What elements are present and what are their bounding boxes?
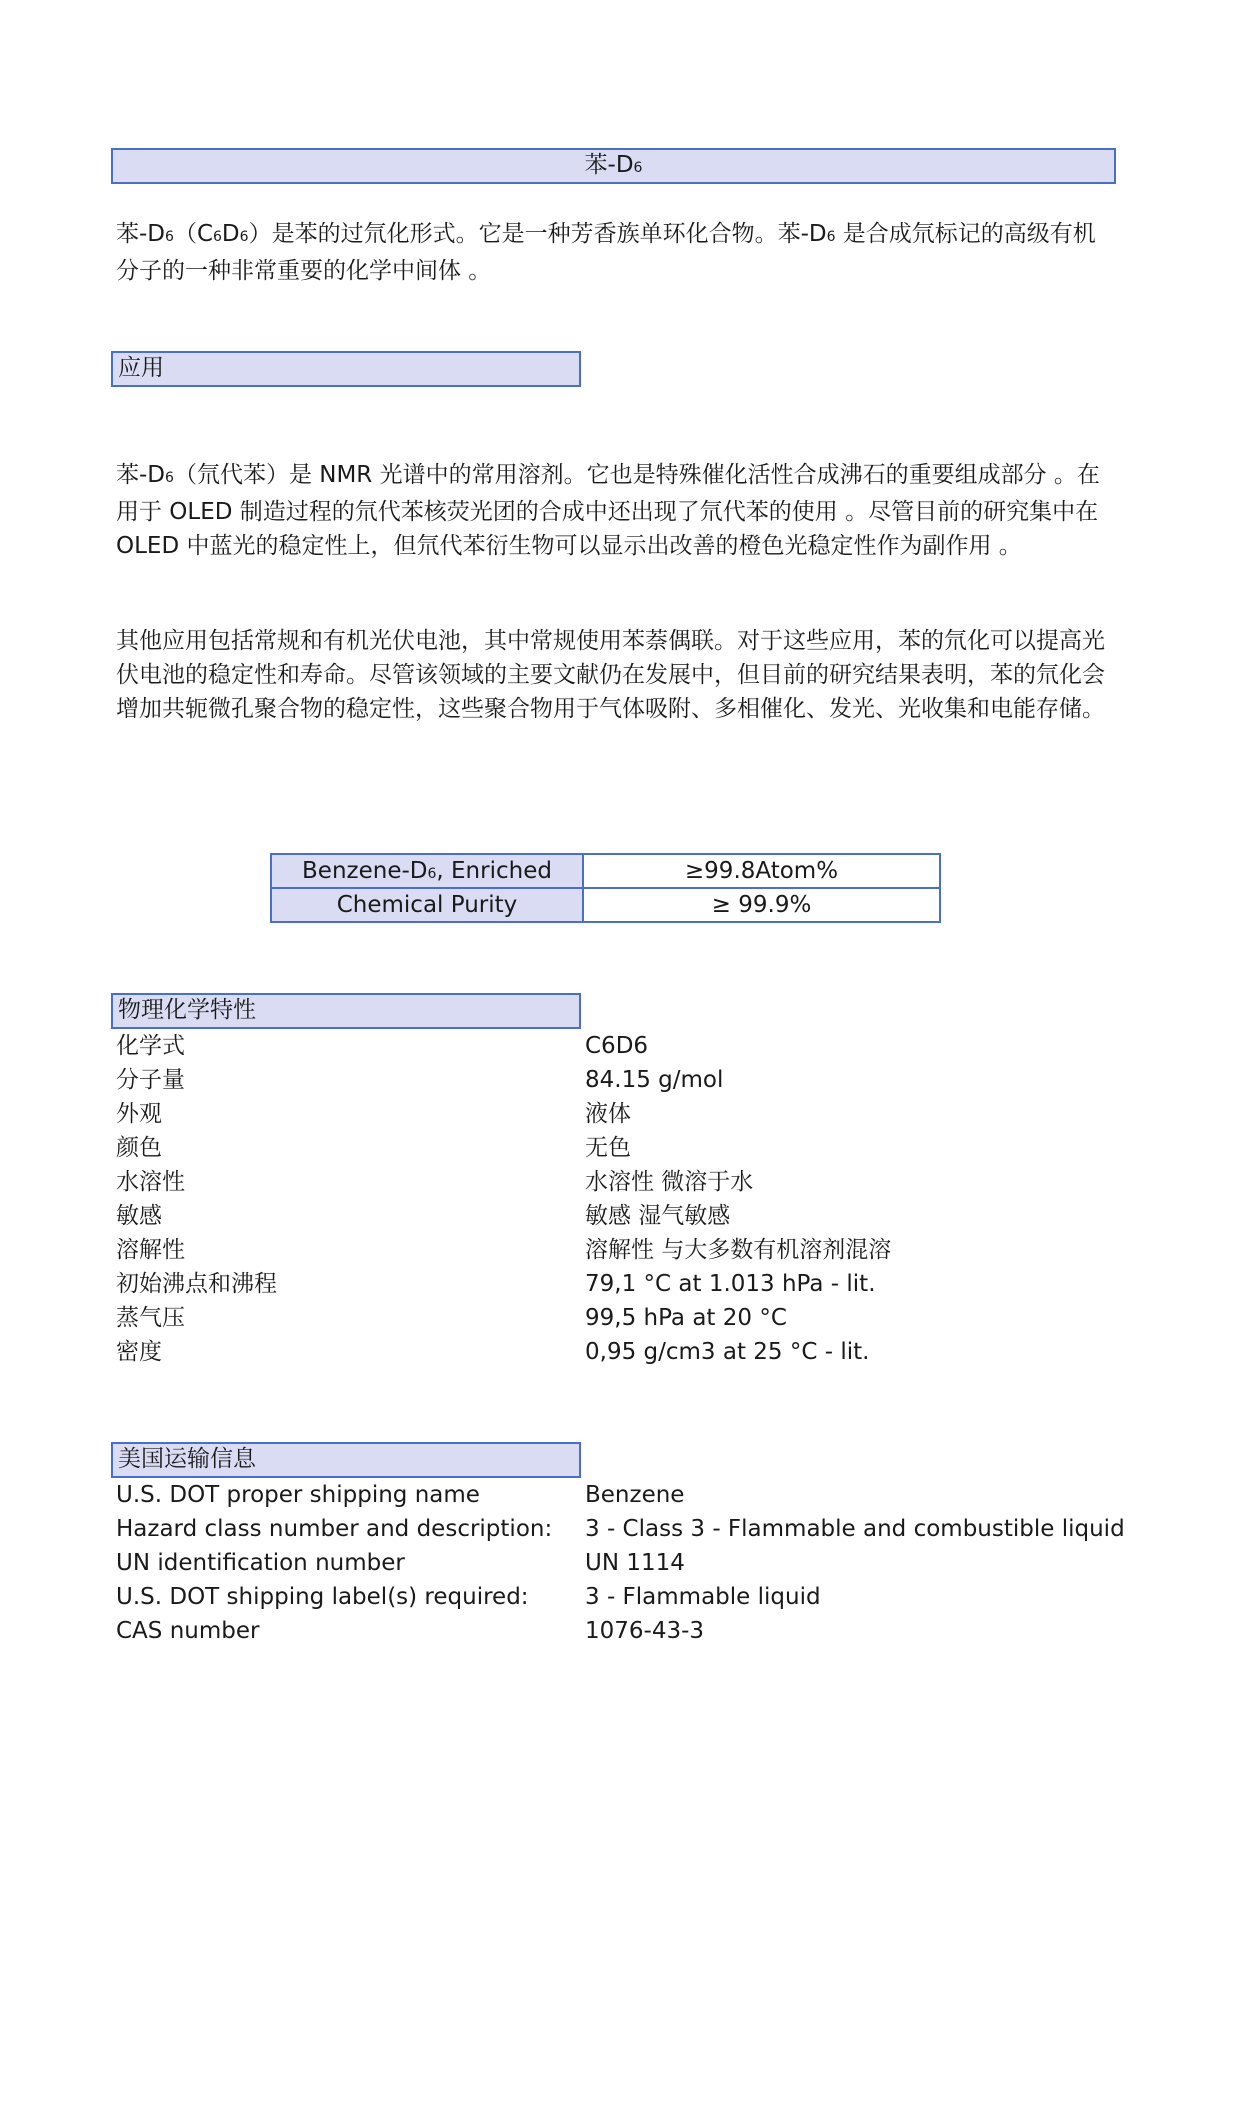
applications-header-text: 应用: [118, 355, 164, 381]
shipping-label: Hazard class number and description:: [116, 1516, 553, 1542]
purity-label-enriched-b: , Enriched: [436, 858, 552, 884]
shipping-header-text: 美国运输信息: [118, 1446, 256, 1472]
list-item: [116, 1063, 1126, 1097]
property-value: 水溶性 微溶于水: [585, 1169, 754, 1195]
property-value: 液体: [585, 1101, 631, 1127]
list-item: [116, 1131, 1126, 1165]
applications-text-1a: 苯-D: [116, 462, 166, 488]
intro-sub-4: 6: [826, 229, 836, 245]
property-label: 密度: [116, 1339, 162, 1365]
shipping-label: U.S. DOT shipping label(s) required:: [116, 1584, 529, 1610]
list-item: [116, 1199, 1126, 1233]
intro-text-4: ）是苯的过氘化形式。它是一种芳香族单环化合物。苯-D: [248, 221, 827, 247]
list-item: [116, 1165, 1126, 1199]
applications-text-1b: （氘代苯）是 NMR 光谱中的常用溶剂。它也是特殊催化活性合成沸石的重要组成部分 。在用于 OLED 制造过程的氘代苯核荧光团的合成中还出现了氘代苯的使用 。尽管目前的研究集中在 OLED 中蓝光的稳定性上，但氘代苯衍生物可以显示出改善的橙色光稳定性作为副作用 。: [116, 462, 1100, 559]
list-item: [116, 1097, 1126, 1131]
purity-table: [270, 853, 941, 923]
intro-sub-3: 6: [239, 229, 249, 245]
list-item: [116, 1580, 1126, 1614]
list-item: [116, 1301, 1126, 1335]
intro-sub-1: 6: [165, 229, 174, 245]
property-label: 溶解性: [116, 1237, 185, 1263]
intro-text-1: 苯-D: [116, 221, 166, 247]
table-row: [271, 888, 940, 922]
shipping-value: Benzene: [585, 1482, 685, 1508]
page-title: [111, 148, 1116, 184]
property-label: 水溶性: [116, 1169, 185, 1195]
page-title-text: 苯-D: [584, 152, 634, 178]
property-label: 化学式: [116, 1033, 185, 1059]
purity-label-enriched: [271, 854, 583, 888]
applications-paragraph-2: [116, 624, 1116, 726]
purity-label-enriched-sub: 6: [427, 866, 437, 882]
property-label: 初始沸点和沸程: [116, 1271, 277, 1297]
property-label: 分子量: [116, 1067, 185, 1093]
property-value: 0,95 g/cm3 at 25 °C - lit.: [585, 1339, 870, 1365]
intro-text-2: （C: [173, 221, 213, 247]
list-item: [116, 1335, 1126, 1369]
shipping-list: [116, 1478, 1126, 1648]
shipping-value: UN 1114: [585, 1550, 685, 1576]
properties-list: [116, 1029, 1126, 1369]
property-value: C6D6: [585, 1033, 649, 1059]
list-item: [116, 1478, 1126, 1512]
properties-header: [111, 993, 581, 1029]
purity-value-enriched: ≥99.8Atom%: [583, 854, 940, 888]
list-item: [116, 1614, 1126, 1648]
shipping-label: U.S. DOT proper shipping name: [116, 1482, 480, 1508]
intro-text-5: 是合成氘标记的高级有机分子的一种非常重要的化学中间体 。: [116, 221, 1096, 284]
table-row: [271, 854, 940, 888]
purity-label-enriched-a: Benzene-D: [302, 858, 428, 884]
property-value: 敏感 湿气敏感: [585, 1203, 731, 1229]
list-item: [116, 1512, 1126, 1546]
applications-text-2: 其他应用包括常规和有机光伏电池，其中常规使用苯萘偶联。对于这些应用，苯的氘化可以提高光伏电池的稳定性和寿命。尽管该领域的主要文献仍在发展中，但目前的研究结果表明，苯的氘化会增加共轭微孔聚合物的稳定性，这些聚合物用于气体吸附、多相催化、发光、光收集和电能存储。: [116, 628, 1105, 722]
purity-label-chemical: Chemical Purity: [271, 888, 583, 922]
properties-header-text: 物理化学特性: [118, 997, 256, 1023]
shipping-label: UN identification number: [116, 1550, 405, 1576]
list-item: [116, 1267, 1126, 1301]
property-label: 敏感: [116, 1203, 162, 1229]
intro-text-3: D: [221, 221, 240, 247]
property-label: 外观: [116, 1101, 162, 1127]
list-item: [116, 1546, 1126, 1580]
applications-paragraph-1: [116, 458, 1116, 563]
property-value: 84.15 g/mol: [585, 1067, 724, 1093]
shipping-label: CAS number: [116, 1618, 260, 1644]
list-item: [116, 1029, 1126, 1063]
intro-sub-2: 6: [213, 229, 222, 245]
page-title-subscript: 6: [633, 160, 643, 176]
property-label: 蒸气压: [116, 1305, 185, 1331]
property-value: 无色: [585, 1135, 631, 1161]
shipping-value: 3 - Flammable liquid: [585, 1584, 821, 1610]
property-value: 溶解性 与大多数有机溶剂混溶: [585, 1237, 892, 1263]
property-value: 79,1 °C at 1.013 hPa - lit.: [585, 1271, 876, 1297]
shipping-value: 3 - Class 3 - Flammable and combustible liquid: [585, 1516, 1125, 1542]
list-item: [116, 1233, 1126, 1267]
shipping-header: [111, 1442, 581, 1478]
property-value: 99,5 hPa at 20 °C: [585, 1305, 787, 1331]
shipping-value: 1076-43-3: [585, 1618, 705, 1644]
intro-paragraph: [116, 217, 1116, 288]
applications-header: [111, 351, 581, 387]
property-label: 颜色: [116, 1135, 162, 1161]
applications-sub-1: 6: [165, 470, 174, 486]
purity-value-chemical: ≥ 99.9%: [583, 888, 940, 922]
